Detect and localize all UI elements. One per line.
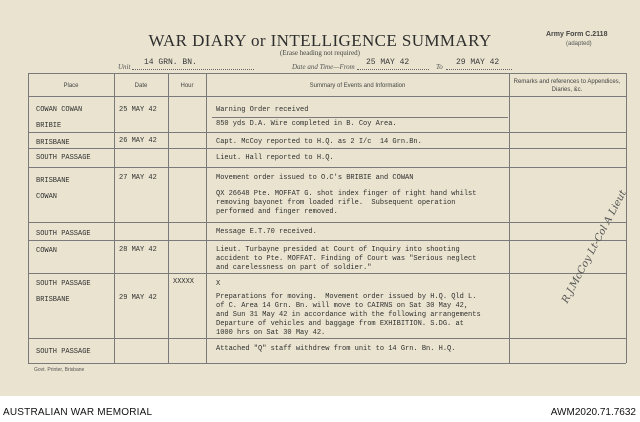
row-rule: [28, 148, 626, 149]
row-rule: [28, 273, 626, 274]
row-place: BRISBANE: [36, 139, 70, 147]
row-summary: Capt. McCoy reported to H.Q. as 2 I/c 14 Grn.Bn.: [216, 138, 422, 146]
to-value: 29 MAY 42: [456, 58, 500, 67]
row-place: SOUTH PASSAGE: [36, 154, 91, 162]
row-summary: Message E.T.70 received.: [216, 228, 317, 236]
row-summary: 850 yds D.A. Wire completed in B. Coy Area.: [216, 120, 397, 128]
row-summary: Movement order issued to O.C's BRIBIE and COWAN: [216, 174, 414, 182]
from-value: 25 MAY 42: [366, 58, 410, 67]
row-summary: Warning Order received: [216, 106, 309, 114]
unit-label: Unit: [118, 63, 131, 71]
row-place: SOUTH PASSAGE: [36, 230, 91, 238]
army-form-number: Army Form C.2118: [546, 31, 608, 38]
table-bottom-rule: [28, 363, 626, 364]
unit-value: 14 GRN. BN.: [144, 58, 197, 67]
row-rule: [28, 167, 626, 168]
row-date: 25 MAY 42: [119, 106, 157, 114]
row-summary: QX 26648 Pte. MOFFAT G. shot index finger of right hand whilst removing bayonet from loaded rifle. Subsequent operation performed and finger removed.: [216, 190, 477, 216]
column-header-remarks: Remarks and references to Appendices, Diaries, &c.: [513, 79, 621, 93]
archive-reference: AWM2020.71.7632: [550, 407, 636, 418]
row-summary: X: [216, 280, 221, 288]
row-place: SOUTH PASSAGE: [36, 348, 91, 356]
row-date: 29 MAY 42: [119, 294, 157, 302]
place-date-divider: [114, 73, 115, 363]
row-rule: [28, 222, 626, 223]
row-place: COWAN COWAN: [36, 106, 83, 114]
unit-underline: [132, 69, 254, 70]
row-rule: [28, 338, 626, 339]
row-hour: XXXXX: [173, 278, 195, 286]
summary-remarks-divider: [509, 73, 510, 363]
row-rule: [28, 132, 626, 133]
column-header-place: Place: [63, 83, 79, 89]
adapted-note: (adapted): [566, 41, 592, 47]
form-subtitle: (Erase heading not required): [280, 49, 360, 57]
column-header-hour: Hour: [180, 83, 194, 89]
row-summary: Attached "Q" staff withdrew from unit to 14 Grn. Bn. H.Q.: [216, 345, 456, 353]
date-hour-divider: [168, 73, 169, 363]
table-right-rule: [626, 73, 627, 363]
to-label: To: [436, 63, 443, 71]
printer-imprint: Govt. Printer, Brisbane: [34, 367, 85, 373]
row-date: 27 MAY 42: [119, 174, 157, 182]
archive-credit: AUSTRALIAN WAR MEMORIAL: [3, 407, 153, 418]
row-summary: Lieut. Turbayne presided at Court of Inquiry into shooting accident to Pte. MOFFAT. Finding of Court was "Serious neglect and carelessness on part of soldier.": [216, 246, 477, 272]
column-header-date: Date: [134, 83, 148, 89]
form-title: WAR DIARY or INTELLIGENCE SUMMARY: [148, 31, 492, 50]
from-underline: [357, 69, 429, 70]
to-underline: [446, 69, 512, 70]
row-place: COWAN: [36, 247, 58, 255]
row-place: BRISBANE: [36, 177, 70, 185]
date-time-label: Date and Time—From: [292, 63, 355, 71]
hour-summary-divider: [206, 73, 207, 363]
row-date: 26 MAY 42: [119, 137, 157, 145]
row-summary: Lieut. Hall reported to H.Q.: [216, 154, 334, 162]
table-header-rule: [28, 96, 626, 97]
row-place: COWAN: [36, 193, 58, 201]
table-left-rule: [28, 73, 29, 363]
handwritten-signature: R.J.McCoy Lt-Col A Lieut: [560, 188, 629, 306]
row-date: 28 MAY 42: [119, 246, 157, 254]
row-place: BRIBIE: [36, 122, 62, 130]
row-place: SOUTH PASSAGE: [36, 280, 91, 288]
row-rule: [28, 240, 626, 241]
column-header-summary: Summary of Events and Information: [309, 83, 406, 89]
row-rule: [212, 117, 508, 118]
table-top-rule: [28, 73, 626, 74]
row-summary: Preparations for moving. Movement order issued by H.Q. Qld L. of C. Area 14 Grn. Bn. will move to CAIRNS on Sat 30 May 42, and Sun 31 May 42 in accordance with the following arrangements Departure of vehicles and baggage from EXHIBITION. S.DG. at 1000 hrs on Sat 30 May 42.: [216, 293, 481, 337]
row-place: BRISBANE: [36, 296, 70, 304]
